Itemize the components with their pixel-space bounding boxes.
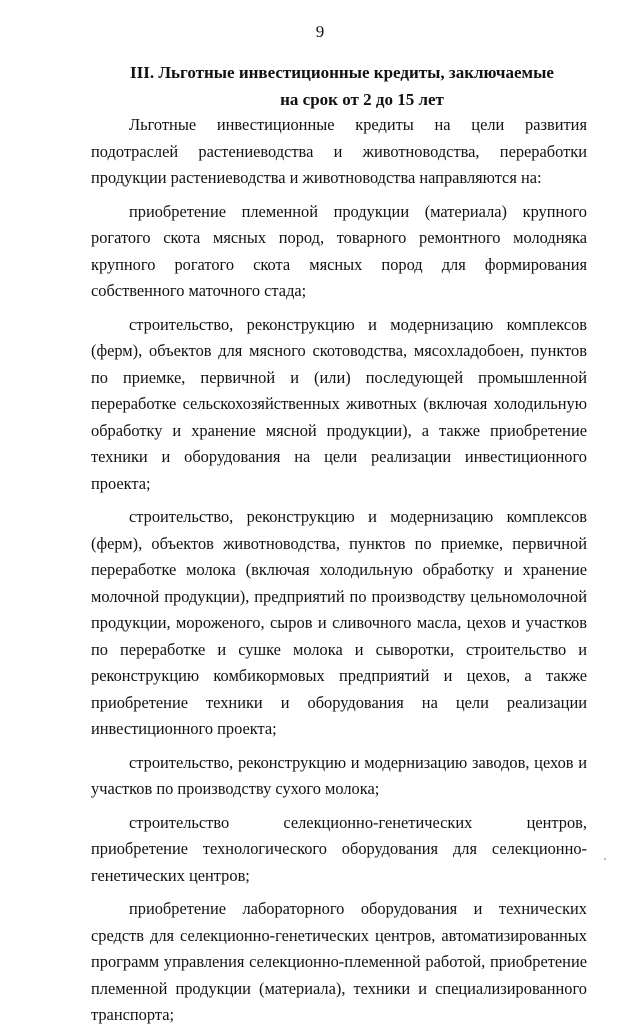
document-body: [91, 112, 587, 1029]
paragraph-item-5: строительство селекционно-генетических центров, приобретение технологического оборудования для селекционно-генетических центров;: [91, 812, 587, 885]
section-heading-line-2: на срок от 2 до 15 лет: [280, 90, 444, 109]
scan-speck: [604, 858, 606, 860]
paragraph-item-6: приобретение лабораторного оборудования и технических средств для селекционно-генетических центров, автоматизированных программ управления селекционно-племенной работой, приобретение племенной продукции (материала), техники и специализированного транспорта;: [91, 899, 587, 1024]
section-heading-line-1: III. Льготные инвестиционные кредиты, заключаемые: [130, 63, 554, 82]
page-number: 9: [315, 22, 325, 41]
paragraph-item-3: строительство, реконструкцию и модернизацию комплексов (ферм), объектов животноводства, пунктов по приемке, первичной переработке молока (включая холодильную обработку и хранение молочной продукции), предприятий по производству цельномолочной продукции, мороженого, сыров и сливочного масла, цехов и участков по переработке и сушке молока и сыворотки, строительство и реконструкцию комбикормовых предприятий и цехов, а также приобретение техники и оборудования на цели реализации инвестиционного проекта;: [91, 507, 587, 738]
paragraph-item-2: строительство, реконструкцию и модернизацию комплексов (ферм), объектов для мясного скотоводства, мясохладобоен, пунктов по приемке, первичной и (или) последующей промышленной переработке сельскохозяйственных животных (включая холодильную обработку и хранение мясной продукции), а также приобретение техники и оборудования на цели реализации инвестиционного проекта;: [91, 314, 587, 493]
paragraph-item-4: строительство, реконструкцию и модернизацию заводов, цехов и участков по производству сухого молока;: [91, 752, 587, 798]
paragraph-intro: Льготные инвестиционные кредиты на цели развития подотраслей растениеводства и животноводства, переработки продукции растениеводства и животноводства направляются на:: [91, 115, 587, 187]
paragraph-item-1: приобретение племенной продукции (материала) крупного рогатого скота мясных пород, товарного ремонтного молодняка крупного рогатого скота мясных пород для формирования собственного маточного стада;: [91, 201, 587, 300]
